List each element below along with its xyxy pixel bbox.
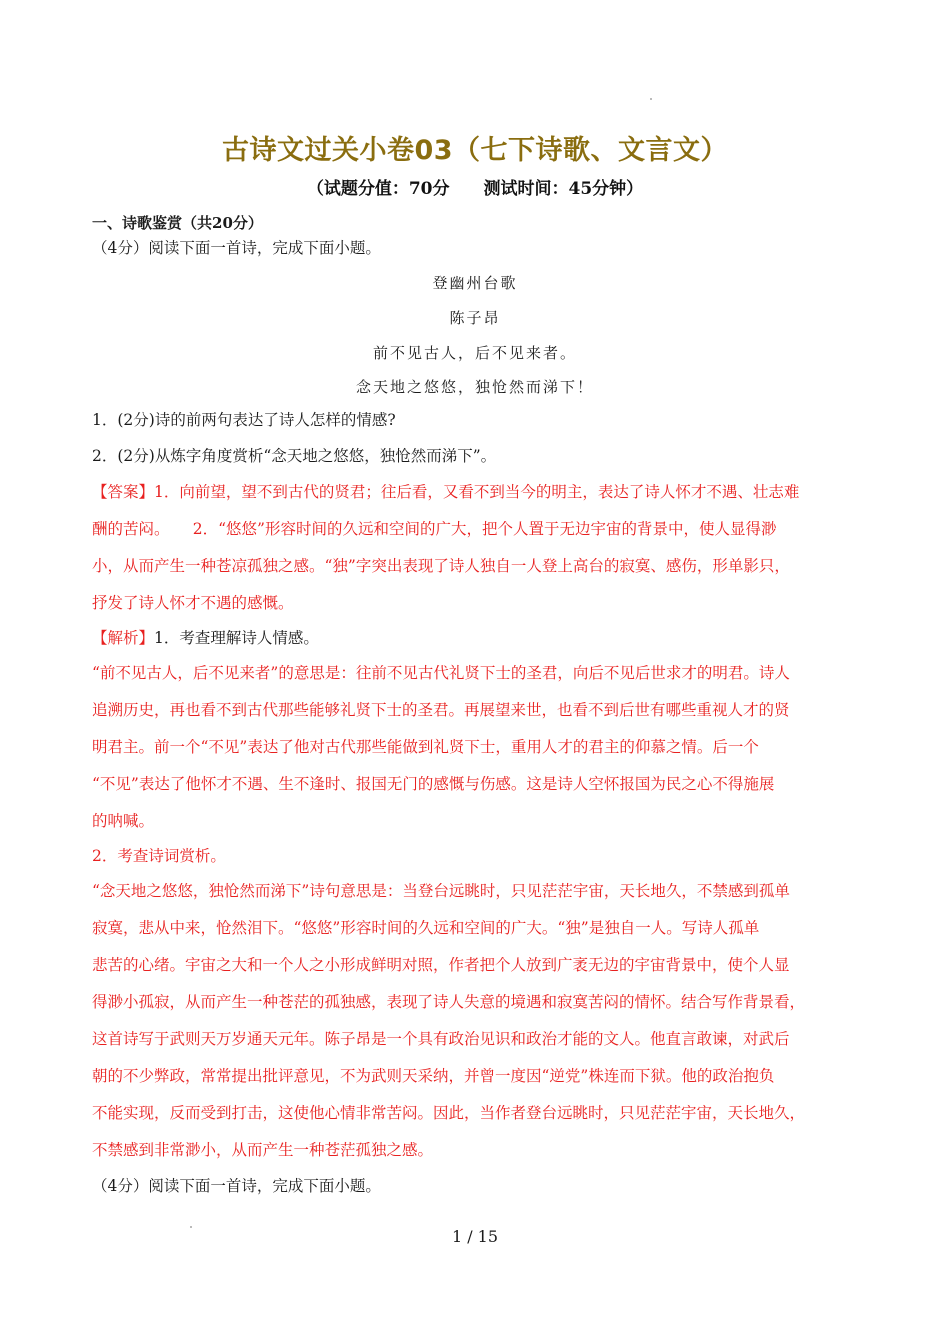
analysis-line: 不能实现，反而受到打击，这使他心情非常苦闷。因此，当作者登台远眺时，只见茫茫宇宙，天长地久，: [92, 1104, 806, 1122]
analysis-subheading: 2．考查诗词赏析。: [92, 847, 226, 865]
analysis-line: 不禁感到非常渺小，从而产生一种苍茫孤独之感。: [92, 1141, 434, 1159]
analysis-line: “不见”表达了他怀才不遇、生不逢时、报国无门的感慨与伤感。这是诗人空怀报国为民之心不得施展: [92, 775, 775, 793]
page-subtitle: （试题分值：70分 测试时间：45分钟）: [306, 179, 644, 199]
page-title: 古诗文过关小卷03（七下诗歌、文言文）: [221, 135, 729, 166]
answer-line: [92, 482, 862, 502]
analysis-line: [92, 628, 862, 648]
section-heading: 一、诗歌鉴赏（共20分）: [92, 214, 263, 232]
question-intro: （4分）阅读下面一首诗，完成下面小题。: [92, 1177, 381, 1195]
analysis-line: “前不见古人，后不见来者”的意思是：往前不见古代礼贤下士的圣君，向后不见后世求才的明君。诗人: [92, 664, 790, 682]
analysis-line: 追溯历史，再也看不到古代那些能够礼贤下士的圣君。再展望来世，也看不到后世有哪些重视人才的贤: [92, 701, 790, 719]
answer-line: 酬的苦闷。 2．“悠悠”形容时间的久远和空间的广大，把个人置于无边宇宙的背景中，使人显得渺: [92, 520, 777, 538]
question-1: 1．(2分)诗的前两句表达了诗人怎样的情感?: [92, 411, 396, 429]
answer-line: 抒发了诗人怀才不遇的感慨。: [92, 594, 294, 612]
analysis-line: 朝的不少弊政，常常提出批评意见，不为武则天采纳，并曾一度因“逆党”株连而下狱。他的政治抱负: [92, 1067, 775, 1085]
analysis-line: 明君主。前一个“不见”表达了他对古代那些能做到礼贤下士，重用人才的君主的仰慕之情。后一个: [92, 738, 759, 756]
poem-author: 陈子昂: [449, 309, 501, 327]
analysis-line: “念天地之悠悠，独怆然而涕下”诗句意思是：当登台远眺时，只见茫茫宇宙，天长地久，不禁感到孤单: [92, 882, 790, 900]
answer-line: 小，从而产生一种苍凉孤独之感。“独”字突出表现了诗人独自一人登上高台的寂寞、感伤，形单影只，: [92, 557, 790, 575]
analysis-line: 这首诗写于武则天万岁通天元年。陈子昂是一个具有政治见识和政治才能的文人。他直言敢谏，对武后: [92, 1030, 790, 1048]
answer-tag: 【答案】: [92, 483, 155, 501]
poem-title: 登幽州台歌: [432, 274, 518, 292]
page-number: 1 / 15: [451, 1227, 499, 1246]
analysis-text: 1．考查理解诗人情感。: [154, 629, 319, 647]
question-intro: （4分）阅读下面一首诗，完成下面小题。: [92, 239, 381, 257]
analysis-line: 悲苦的心绪。宇宙之大和一个人之小形成鲜明对照，作者把个人放到广袤无边的宇宙背景中，使个人显: [92, 956, 790, 974]
analysis-line: 的呐喊。: [92, 812, 155, 830]
poem-line: 前不见古人，后不见来者。: [372, 344, 577, 362]
analysis-line: 得渺小孤寂，从而产生一种苍茫的孤独感，表现了诗人失意的境遇和寂寞苦闷的情怀。结合写作背景看，: [92, 993, 806, 1011]
poem-line: 念天地之悠悠，独怆然而涕下！: [355, 378, 594, 396]
speck-mark: [650, 98, 652, 100]
analysis-tag: 【解析】: [92, 629, 155, 647]
analysis-line: 寂寞，悲从中来，怆然泪下。“悠悠”形容时间的久远和空间的广大。“独”是独自一人。写诗人孤单: [92, 919, 760, 937]
answer-text: 1．向前望，望不到古代的贤君；往后看，又看不到当今的明主，表达了诗人怀才不遇、壮志难: [154, 483, 800, 501]
question-2: 2．(2分)从炼字角度赏析“念天地之悠悠，独怆然而涕下”。: [92, 447, 497, 465]
